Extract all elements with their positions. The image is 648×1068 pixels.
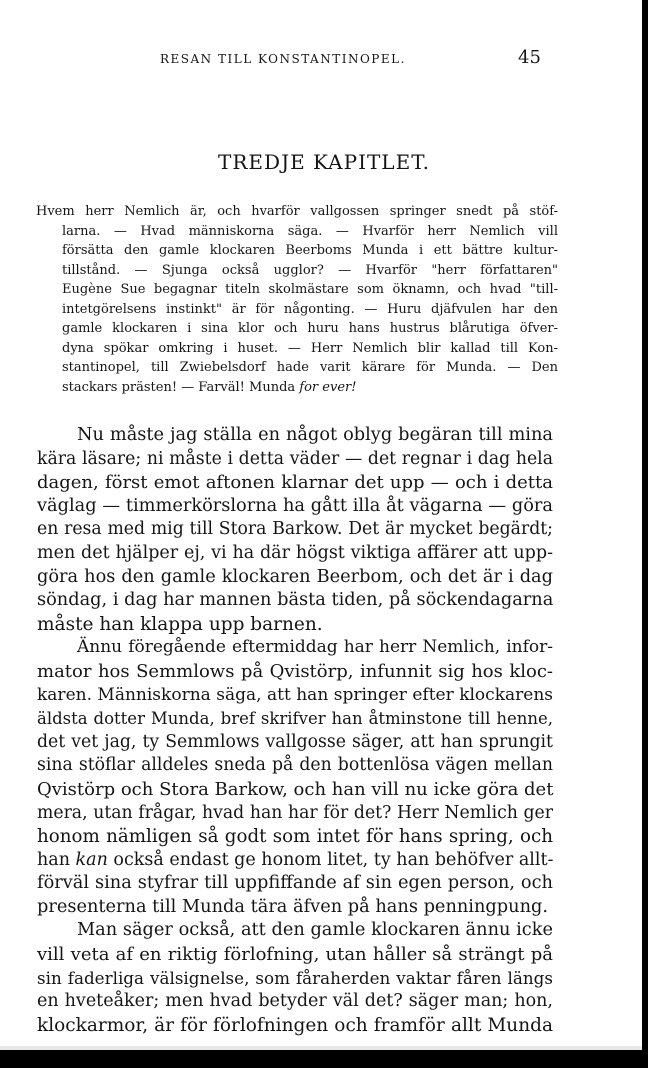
chapter-title: TREDJE KAPITLET. xyxy=(218,150,430,174)
body-text xyxy=(37,424,553,1037)
summary-line: intetgörelsens instinkt" är för någonting. — Huru djäfvulen har den xyxy=(62,301,558,317)
body-line: en hveteåker; men hvad betyder väl det? säger man; hon, xyxy=(37,991,553,1012)
body-line: men det hjälper ej, vi ha där högst viktiga affärer att upp- xyxy=(37,542,553,563)
summary-line-last xyxy=(36,378,558,398)
body-line: förväl sina styfrar till uppfiffande af sin egen person, och xyxy=(37,873,553,894)
body-line: honom nämligen så godt som intet för hans spring, och xyxy=(37,826,553,848)
body-line: kära läsare; ni måste i detta väder — det regnar i dag hela xyxy=(37,448,553,469)
body-line: klockarmor, är för förlofningen och framför allt Munda xyxy=(37,1014,553,1036)
body-line-emphasis xyxy=(37,849,553,873)
summary-line: Eugène Sue begagnar titeln skolmästare som öknamn, och hvad "till- xyxy=(62,282,558,297)
body-line: Qvistörp och Stora Barkow, och han vill nu icke göra det xyxy=(37,778,554,800)
body-line: Man säger också, att den gamle klockaren ännu icke xyxy=(77,920,553,941)
scan-edge-bottom xyxy=(0,1050,648,1068)
body-line: det vet jag, ty Semmlows vallgosse säger, att han sprungit xyxy=(37,731,553,752)
body-line: dagen, först emot aftonen klarnar det upp — och i detta xyxy=(37,472,553,494)
body-line: mator hos Semmlows på Qvistörp, infunnit sig hos kloc- xyxy=(37,660,553,682)
summary-line: stantinopel, till Zwiebelsdorf hade varit kärare för Munda. — Den xyxy=(62,360,558,375)
chapter-summary xyxy=(36,202,558,397)
page-number: 45 xyxy=(518,47,541,68)
summary-last-text: stackars prästen! — Farväl! Munda xyxy=(62,379,300,395)
body-line: göra hos den gamle klockaren Beerbom, och det är i dag xyxy=(37,566,553,587)
body-line: äldsta dotter Munda, bref skrifver han åtminstone till henne, xyxy=(37,709,553,729)
body-line: Nu måste jag ställa en något oblyg begäran till mina xyxy=(77,425,553,445)
body-line: mera, utan frågar, hvad han har för det? Herr Nemlich ger xyxy=(37,802,553,823)
body-text-fragment: också endast ge honom litet, ty han behöfver allt- xyxy=(107,849,554,870)
body-line: måste han klappa upp barnen. xyxy=(37,613,323,635)
running-head: RESAN TILL KONSTANTINOPEL. xyxy=(160,52,406,66)
body-text-fragment: han xyxy=(37,849,76,870)
body-line: en resa med mig till Stora Barkow. Det är mycket begärdt; xyxy=(37,519,553,540)
body-line: väglag — timmerkörslorna ha gått illa åt vägarna — göra xyxy=(37,495,553,516)
summary-line: larna. — Hvad människorna säga. — Hvarför herr Nemlich vill xyxy=(62,223,558,239)
body-line: vill veta af en riktig förlofning, utan håller så strängt på xyxy=(37,944,553,966)
body-line: sina stöflar alldeles sneda på den bottenlösa vägen mellan xyxy=(37,755,553,776)
body-line: sin faderliga välsignelse, som fåraherden vaktar fåren längs xyxy=(37,967,553,988)
body-line: söndag, i dag har mannen bästa tiden, på söckendagarna xyxy=(37,590,554,611)
body-emphasis: kan xyxy=(75,849,108,870)
body-line: Ännu föregående eftermiddag har herr Nemlich, infor- xyxy=(77,637,553,658)
summary-line: gamle klockaren i sina klor och huru hans hustrus blårutiga öfver- xyxy=(62,321,558,336)
scan-edge-right xyxy=(642,0,648,1068)
summary-line: tillstånd. — Sjunga också ugglor? — Hvarför "herr författaren" xyxy=(62,262,558,278)
summary-line: försätta den gamle klockaren Beerboms Munda i ett bättre kultur- xyxy=(62,243,558,258)
body-line: karen. Människorna säga, att han springer efter klockarens xyxy=(37,684,553,705)
summary-emphasis: for ever! xyxy=(299,379,357,395)
body-line: presenterna till Munda tära äfven på hans penningpung. xyxy=(37,896,549,917)
summary-line: Hvem herr Nemlich är, och hvarför vallgossen springer snedt på stöf- xyxy=(36,204,558,219)
summary-line: dyna spökar omkring i huset. — Herr Nemlich blir kallad till Kon- xyxy=(62,340,558,356)
